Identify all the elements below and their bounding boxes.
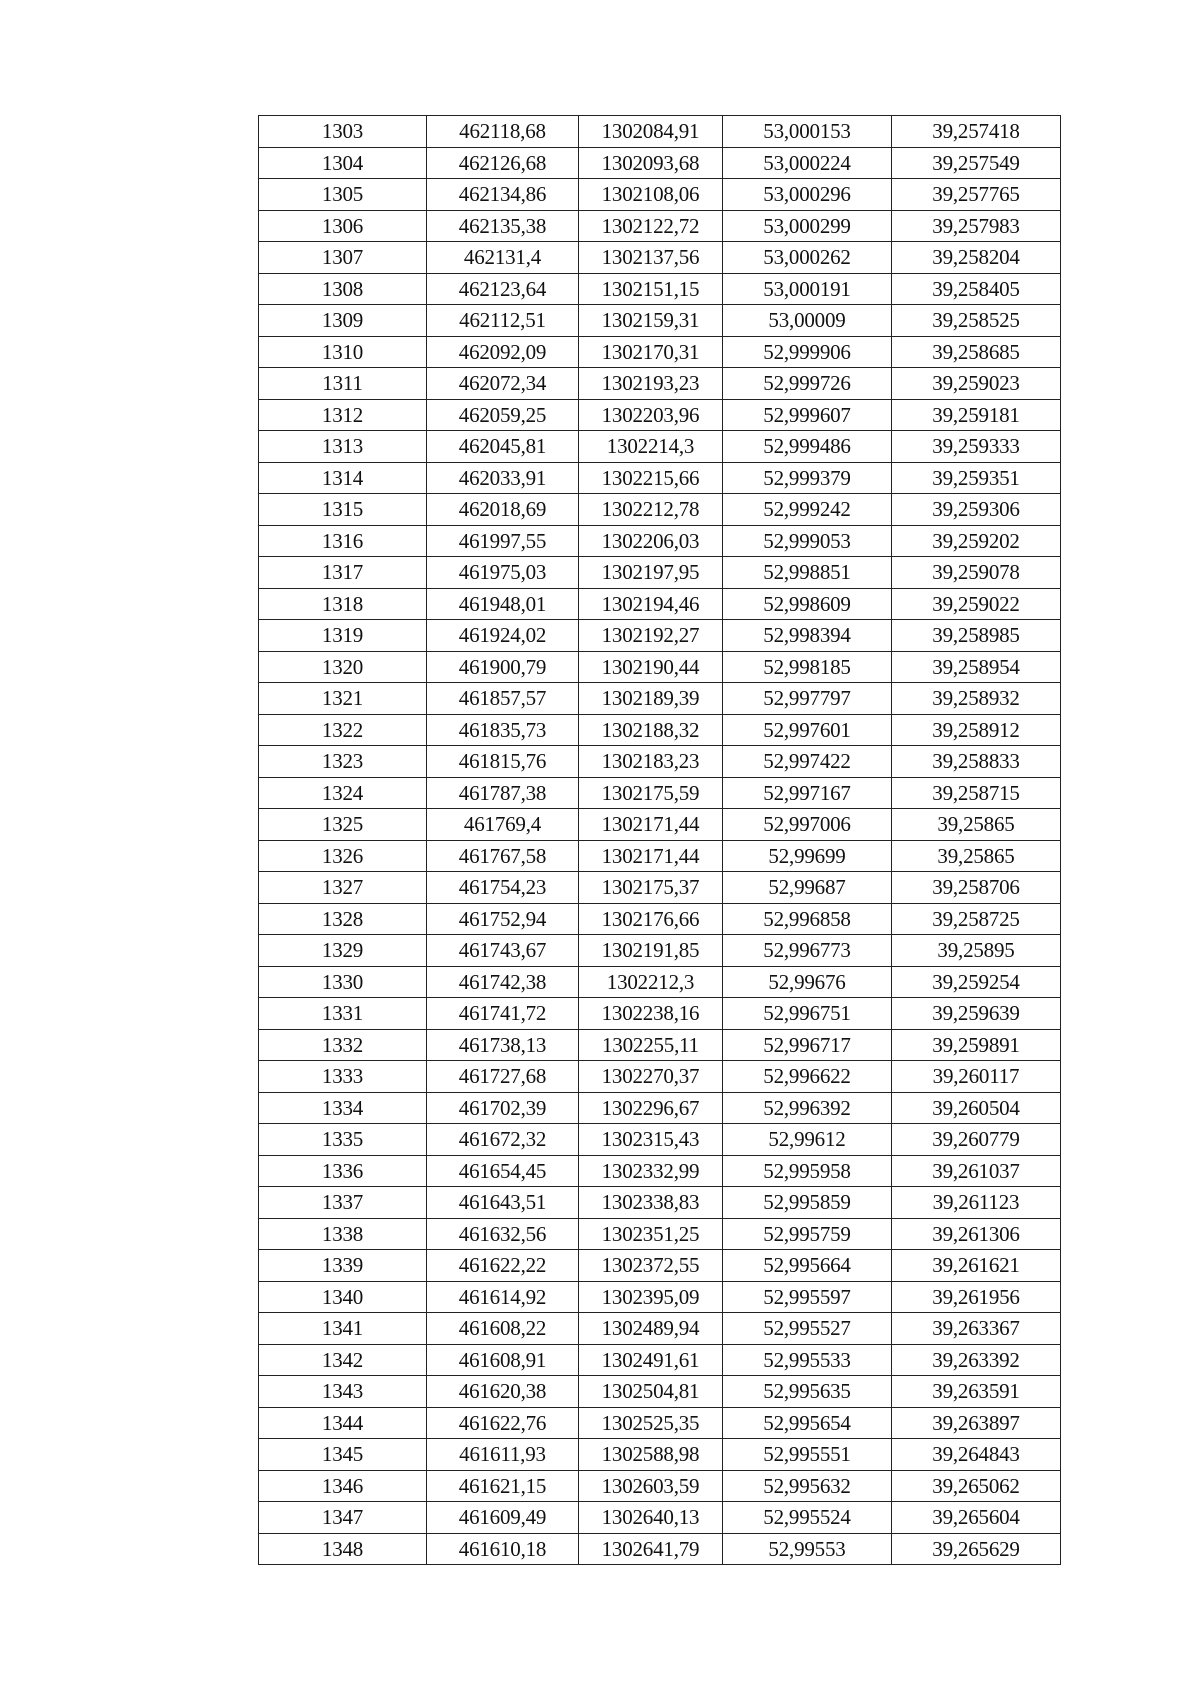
point-number-cell: 1307: [259, 242, 427, 274]
longitude-cell: 39,261123: [892, 1187, 1061, 1219]
table-row: [259, 777, 1061, 809]
latitude-cell: 52,999242: [723, 494, 892, 526]
x-coordinate-cell: 462118,68: [427, 116, 579, 148]
table-row: [259, 273, 1061, 305]
y-coordinate-cell: 1302315,43: [579, 1124, 723, 1156]
y-coordinate-cell: 1302588,98: [579, 1439, 723, 1471]
x-coordinate-cell: 461608,22: [427, 1313, 579, 1345]
point-number-cell: 1326: [259, 840, 427, 872]
x-coordinate-cell: 461754,23: [427, 872, 579, 904]
point-number-cell: 1331: [259, 998, 427, 1030]
longitude-cell: 39,257765: [892, 179, 1061, 211]
table-row: [259, 1092, 1061, 1124]
longitude-cell: 39,258706: [892, 872, 1061, 904]
x-coordinate-cell: 461787,38: [427, 777, 579, 809]
point-number-cell: 1325: [259, 809, 427, 841]
x-coordinate-cell: 461742,38: [427, 966, 579, 998]
latitude-cell: 52,995859: [723, 1187, 892, 1219]
point-number-cell: 1311: [259, 368, 427, 400]
point-number-cell: 1304: [259, 147, 427, 179]
table-row: [259, 1376, 1061, 1408]
longitude-cell: 39,259078: [892, 557, 1061, 589]
point-number-cell: 1347: [259, 1502, 427, 1534]
latitude-cell: 52,996751: [723, 998, 892, 1030]
y-coordinate-cell: 1302491,61: [579, 1344, 723, 1376]
x-coordinate-cell: 461610,18: [427, 1533, 579, 1565]
latitude-cell: 53,000296: [723, 179, 892, 211]
x-coordinate-cell: 461997,55: [427, 525, 579, 557]
y-coordinate-cell: 1302192,27: [579, 620, 723, 652]
x-coordinate-cell: 461622,22: [427, 1250, 579, 1282]
latitude-cell: 52,996392: [723, 1092, 892, 1124]
longitude-cell: 39,257549: [892, 147, 1061, 179]
y-coordinate-cell: 1302525,35: [579, 1407, 723, 1439]
table-row: [259, 1061, 1061, 1093]
latitude-cell: 52,997797: [723, 683, 892, 715]
x-coordinate-cell: 461948,01: [427, 588, 579, 620]
table-row: [259, 1470, 1061, 1502]
table-row: [259, 1533, 1061, 1565]
table-row: [259, 431, 1061, 463]
table-row: [259, 1029, 1061, 1061]
table-row: [259, 1187, 1061, 1219]
point-number-cell: 1315: [259, 494, 427, 526]
y-coordinate-cell: 1302640,13: [579, 1502, 723, 1534]
y-coordinate-cell: 1302084,91: [579, 116, 723, 148]
y-coordinate-cell: 1302175,37: [579, 872, 723, 904]
longitude-cell: 39,257418: [892, 116, 1061, 148]
latitude-cell: 52,99612: [723, 1124, 892, 1156]
x-coordinate-cell: 462092,09: [427, 336, 579, 368]
y-coordinate-cell: 1302151,15: [579, 273, 723, 305]
point-number-cell: 1334: [259, 1092, 427, 1124]
point-number-cell: 1343: [259, 1376, 427, 1408]
point-number-cell: 1306: [259, 210, 427, 242]
longitude-cell: 39,260779: [892, 1124, 1061, 1156]
y-coordinate-cell: 1302504,81: [579, 1376, 723, 1408]
coordinates-table: [258, 115, 1061, 1565]
longitude-cell: 39,259181: [892, 399, 1061, 431]
table-row: [259, 179, 1061, 211]
latitude-cell: 52,995533: [723, 1344, 892, 1376]
longitude-cell: 39,258912: [892, 714, 1061, 746]
longitude-cell: 39,263591: [892, 1376, 1061, 1408]
point-number-cell: 1346: [259, 1470, 427, 1502]
y-coordinate-cell: 1302489,94: [579, 1313, 723, 1345]
y-coordinate-cell: 1302212,3: [579, 966, 723, 998]
latitude-cell: 53,000224: [723, 147, 892, 179]
latitude-cell: 52,995551: [723, 1439, 892, 1471]
table-row: [259, 809, 1061, 841]
x-coordinate-cell: 461769,4: [427, 809, 579, 841]
longitude-cell: 39,25865: [892, 809, 1061, 841]
longitude-cell: 39,259254: [892, 966, 1061, 998]
point-number-cell: 1305: [259, 179, 427, 211]
table-row: [259, 1439, 1061, 1471]
longitude-cell: 39,259022: [892, 588, 1061, 620]
point-number-cell: 1318: [259, 588, 427, 620]
x-coordinate-cell: 461857,57: [427, 683, 579, 715]
latitude-cell: 52,998394: [723, 620, 892, 652]
longitude-cell: 39,265629: [892, 1533, 1061, 1565]
y-coordinate-cell: 1302194,46: [579, 588, 723, 620]
x-coordinate-cell: 461924,02: [427, 620, 579, 652]
longitude-cell: 39,259639: [892, 998, 1061, 1030]
y-coordinate-cell: 1302190,44: [579, 651, 723, 683]
longitude-cell: 39,260117: [892, 1061, 1061, 1093]
x-coordinate-cell: 461672,32: [427, 1124, 579, 1156]
latitude-cell: 52,995654: [723, 1407, 892, 1439]
table-row: [259, 1313, 1061, 1345]
x-coordinate-cell: 462045,81: [427, 431, 579, 463]
point-number-cell: 1336: [259, 1155, 427, 1187]
table-row: [259, 1250, 1061, 1282]
latitude-cell: 52,995958: [723, 1155, 892, 1187]
latitude-cell: 53,00009: [723, 305, 892, 337]
point-number-cell: 1321: [259, 683, 427, 715]
y-coordinate-cell: 1302212,78: [579, 494, 723, 526]
table-row: [259, 966, 1061, 998]
y-coordinate-cell: 1302193,23: [579, 368, 723, 400]
latitude-cell: 52,999486: [723, 431, 892, 463]
latitude-cell: 52,99553: [723, 1533, 892, 1565]
y-coordinate-cell: 1302183,23: [579, 746, 723, 778]
latitude-cell: 53,000153: [723, 116, 892, 148]
y-coordinate-cell: 1302171,44: [579, 809, 723, 841]
x-coordinate-cell: 462072,34: [427, 368, 579, 400]
x-coordinate-cell: 461741,72: [427, 998, 579, 1030]
table-row: [259, 620, 1061, 652]
longitude-cell: 39,258932: [892, 683, 1061, 715]
latitude-cell: 52,997006: [723, 809, 892, 841]
x-coordinate-cell: 461611,93: [427, 1439, 579, 1471]
table-row: [259, 683, 1061, 715]
latitude-cell: 52,996717: [723, 1029, 892, 1061]
longitude-cell: 39,258715: [892, 777, 1061, 809]
longitude-cell: 39,258985: [892, 620, 1061, 652]
latitude-cell: 52,996773: [723, 935, 892, 967]
table-row: [259, 714, 1061, 746]
longitude-cell: 39,259351: [892, 462, 1061, 494]
y-coordinate-cell: 1302188,32: [579, 714, 723, 746]
point-number-cell: 1327: [259, 872, 427, 904]
longitude-cell: 39,263897: [892, 1407, 1061, 1439]
latitude-cell: 52,995597: [723, 1281, 892, 1313]
y-coordinate-cell: 1302176,66: [579, 903, 723, 935]
y-coordinate-cell: 1302191,85: [579, 935, 723, 967]
latitude-cell: 52,999379: [723, 462, 892, 494]
x-coordinate-cell: 461608,91: [427, 1344, 579, 1376]
latitude-cell: 52,995527: [723, 1313, 892, 1345]
point-number-cell: 1308: [259, 273, 427, 305]
table-row: [259, 1344, 1061, 1376]
point-number-cell: 1337: [259, 1187, 427, 1219]
latitude-cell: 52,999607: [723, 399, 892, 431]
latitude-cell: 52,999053: [723, 525, 892, 557]
latitude-cell: 53,000299: [723, 210, 892, 242]
table-row: [259, 462, 1061, 494]
x-coordinate-cell: 462123,64: [427, 273, 579, 305]
y-coordinate-cell: 1302214,3: [579, 431, 723, 463]
latitude-cell: 52,995635: [723, 1376, 892, 1408]
point-number-cell: 1335: [259, 1124, 427, 1156]
x-coordinate-cell: 461767,58: [427, 840, 579, 872]
point-number-cell: 1309: [259, 305, 427, 337]
point-number-cell: 1317: [259, 557, 427, 589]
longitude-cell: 39,258405: [892, 273, 1061, 305]
coordinates-table-body: [259, 116, 1061, 1565]
point-number-cell: 1330: [259, 966, 427, 998]
point-number-cell: 1342: [259, 1344, 427, 1376]
longitude-cell: 39,261956: [892, 1281, 1061, 1313]
longitude-cell: 39,257983: [892, 210, 1061, 242]
latitude-cell: 52,999726: [723, 368, 892, 400]
point-number-cell: 1348: [259, 1533, 427, 1565]
y-coordinate-cell: 1302203,96: [579, 399, 723, 431]
x-coordinate-cell: 461621,15: [427, 1470, 579, 1502]
point-number-cell: 1344: [259, 1407, 427, 1439]
longitude-cell: 39,265062: [892, 1470, 1061, 1502]
latitude-cell: 52,995759: [723, 1218, 892, 1250]
point-number-cell: 1313: [259, 431, 427, 463]
table-row: [259, 1218, 1061, 1250]
y-coordinate-cell: 1302641,79: [579, 1533, 723, 1565]
point-number-cell: 1322: [259, 714, 427, 746]
latitude-cell: 52,995524: [723, 1502, 892, 1534]
table-row: [259, 1407, 1061, 1439]
table-row: [259, 210, 1061, 242]
table-row: [259, 935, 1061, 967]
table-row: [259, 147, 1061, 179]
x-coordinate-cell: 462131,4: [427, 242, 579, 274]
latitude-cell: 52,99687: [723, 872, 892, 904]
longitude-cell: 39,259891: [892, 1029, 1061, 1061]
x-coordinate-cell: 462018,69: [427, 494, 579, 526]
y-coordinate-cell: 1302170,31: [579, 336, 723, 368]
longitude-cell: 39,263392: [892, 1344, 1061, 1376]
table-row: [259, 494, 1061, 526]
y-coordinate-cell: 1302238,16: [579, 998, 723, 1030]
y-coordinate-cell: 1302189,39: [579, 683, 723, 715]
x-coordinate-cell: 461727,68: [427, 1061, 579, 1093]
latitude-cell: 52,998609: [723, 588, 892, 620]
table-row: [259, 368, 1061, 400]
table-row: [259, 872, 1061, 904]
table-row: [259, 336, 1061, 368]
longitude-cell: 39,259023: [892, 368, 1061, 400]
y-coordinate-cell: 1302108,06: [579, 179, 723, 211]
point-number-cell: 1329: [259, 935, 427, 967]
table-row: [259, 557, 1061, 589]
table-row: [259, 1124, 1061, 1156]
x-coordinate-cell: 461752,94: [427, 903, 579, 935]
table-row: [259, 588, 1061, 620]
y-coordinate-cell: 1302171,44: [579, 840, 723, 872]
x-coordinate-cell: 461815,76: [427, 746, 579, 778]
x-coordinate-cell: 461643,51: [427, 1187, 579, 1219]
point-number-cell: 1332: [259, 1029, 427, 1061]
y-coordinate-cell: 1302332,99: [579, 1155, 723, 1187]
x-coordinate-cell: 461835,73: [427, 714, 579, 746]
point-number-cell: 1319: [259, 620, 427, 652]
table-row: [259, 1155, 1061, 1187]
table-row: [259, 525, 1061, 557]
x-coordinate-cell: 461622,76: [427, 1407, 579, 1439]
x-coordinate-cell: 461632,56: [427, 1218, 579, 1250]
y-coordinate-cell: 1302175,59: [579, 777, 723, 809]
x-coordinate-cell: 462033,91: [427, 462, 579, 494]
table-row: [259, 399, 1061, 431]
longitude-cell: 39,261621: [892, 1250, 1061, 1282]
y-coordinate-cell: 1302338,83: [579, 1187, 723, 1219]
latitude-cell: 52,998851: [723, 557, 892, 589]
x-coordinate-cell: 462135,38: [427, 210, 579, 242]
latitude-cell: 52,99676: [723, 966, 892, 998]
y-coordinate-cell: 1302255,11: [579, 1029, 723, 1061]
point-number-cell: 1328: [259, 903, 427, 935]
point-number-cell: 1320: [259, 651, 427, 683]
x-coordinate-cell: 461738,13: [427, 1029, 579, 1061]
x-coordinate-cell: 462059,25: [427, 399, 579, 431]
point-number-cell: 1303: [259, 116, 427, 148]
longitude-cell: 39,263367: [892, 1313, 1061, 1345]
longitude-cell: 39,260504: [892, 1092, 1061, 1124]
y-coordinate-cell: 1302215,66: [579, 462, 723, 494]
x-coordinate-cell: 462134,86: [427, 179, 579, 211]
longitude-cell: 39,259202: [892, 525, 1061, 557]
x-coordinate-cell: 461743,67: [427, 935, 579, 967]
x-coordinate-cell: 461900,79: [427, 651, 579, 683]
y-coordinate-cell: 1302206,03: [579, 525, 723, 557]
latitude-cell: 53,000262: [723, 242, 892, 274]
table-row: [259, 1281, 1061, 1313]
latitude-cell: 53,000191: [723, 273, 892, 305]
y-coordinate-cell: 1302372,55: [579, 1250, 723, 1282]
longitude-cell: 39,259333: [892, 431, 1061, 463]
x-coordinate-cell: 462126,68: [427, 147, 579, 179]
table-row: [259, 746, 1061, 778]
point-number-cell: 1333: [259, 1061, 427, 1093]
longitude-cell: 39,25865: [892, 840, 1061, 872]
longitude-cell: 39,259306: [892, 494, 1061, 526]
latitude-cell: 52,996858: [723, 903, 892, 935]
longitude-cell: 39,264843: [892, 1439, 1061, 1471]
x-coordinate-cell: 461702,39: [427, 1092, 579, 1124]
longitude-cell: 39,258833: [892, 746, 1061, 778]
y-coordinate-cell: 1302093,68: [579, 147, 723, 179]
latitude-cell: 52,997167: [723, 777, 892, 809]
point-number-cell: 1312: [259, 399, 427, 431]
table-row: [259, 903, 1061, 935]
latitude-cell: 52,995664: [723, 1250, 892, 1282]
point-number-cell: 1340: [259, 1281, 427, 1313]
y-coordinate-cell: 1302395,09: [579, 1281, 723, 1313]
longitude-cell: 39,258685: [892, 336, 1061, 368]
table-row: [259, 998, 1061, 1030]
x-coordinate-cell: 461614,92: [427, 1281, 579, 1313]
table-row: [259, 651, 1061, 683]
longitude-cell: 39,258204: [892, 242, 1061, 274]
point-number-cell: 1316: [259, 525, 427, 557]
table-row: [259, 242, 1061, 274]
y-coordinate-cell: 1302296,67: [579, 1092, 723, 1124]
point-number-cell: 1314: [259, 462, 427, 494]
longitude-cell: 39,261037: [892, 1155, 1061, 1187]
point-number-cell: 1339: [259, 1250, 427, 1282]
y-coordinate-cell: 1302270,37: [579, 1061, 723, 1093]
x-coordinate-cell: 461975,03: [427, 557, 579, 589]
x-coordinate-cell: 461609,49: [427, 1502, 579, 1534]
point-number-cell: 1338: [259, 1218, 427, 1250]
latitude-cell: 52,996622: [723, 1061, 892, 1093]
point-number-cell: 1323: [259, 746, 427, 778]
table-row: [259, 305, 1061, 337]
latitude-cell: 52,998185: [723, 651, 892, 683]
y-coordinate-cell: 1302159,31: [579, 305, 723, 337]
longitude-cell: 39,258954: [892, 651, 1061, 683]
table-row: [259, 840, 1061, 872]
y-coordinate-cell: 1302351,25: [579, 1218, 723, 1250]
x-coordinate-cell: 461654,45: [427, 1155, 579, 1187]
longitude-cell: 39,258725: [892, 903, 1061, 935]
x-coordinate-cell: 462112,51: [427, 305, 579, 337]
latitude-cell: 52,995632: [723, 1470, 892, 1502]
latitude-cell: 52,99699: [723, 840, 892, 872]
y-coordinate-cell: 1302122,72: [579, 210, 723, 242]
y-coordinate-cell: 1302137,56: [579, 242, 723, 274]
point-number-cell: 1324: [259, 777, 427, 809]
latitude-cell: 52,999906: [723, 336, 892, 368]
y-coordinate-cell: 1302197,95: [579, 557, 723, 589]
longitude-cell: 39,265604: [892, 1502, 1061, 1534]
table-row: [259, 1502, 1061, 1534]
point-number-cell: 1310: [259, 336, 427, 368]
y-coordinate-cell: 1302603,59: [579, 1470, 723, 1502]
latitude-cell: 52,997422: [723, 746, 892, 778]
x-coordinate-cell: 461620,38: [427, 1376, 579, 1408]
point-number-cell: 1345: [259, 1439, 427, 1471]
longitude-cell: 39,258525: [892, 305, 1061, 337]
longitude-cell: 39,261306: [892, 1218, 1061, 1250]
table-row: [259, 116, 1061, 148]
latitude-cell: 52,997601: [723, 714, 892, 746]
longitude-cell: 39,25895: [892, 935, 1061, 967]
point-number-cell: 1341: [259, 1313, 427, 1345]
